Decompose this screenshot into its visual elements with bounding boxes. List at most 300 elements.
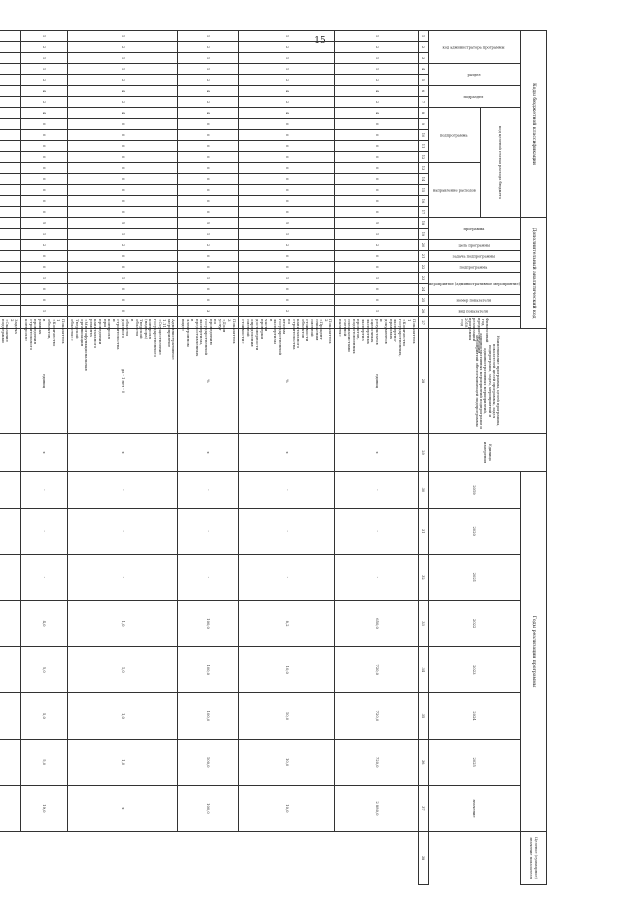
row-unit-cell: да - 1 нет - 0 <box>67 329 178 434</box>
table-row <box>238 31 335 885</box>
value-cell: - <box>335 472 418 508</box>
value-cell <box>0 785 21 831</box>
code-cell: 1 <box>67 64 178 75</box>
code-cell: 3 <box>178 306 238 317</box>
code-cell <box>0 251 21 262</box>
value-cell: 5,0 <box>21 739 67 785</box>
program-name-header: Наименование программы, целей программы, показателей целей программы, задач подпрограмм, задач, мероприятий и административных мероприятий, административных мероприятий подпрограмм и мероприятий обеспечивающей подпрограммы <box>428 329 546 434</box>
code-cell <box>0 306 21 317</box>
expense-code-header: код целевой статьи расхода бюджета <box>480 108 520 218</box>
code-cell: 0 <box>178 251 238 262</box>
code-cell: 1 <box>178 64 238 75</box>
code-cell: 4 <box>178 86 238 97</box>
admin-code-header: код администратора программы <box>428 31 520 64</box>
code-cell: 0 <box>178 207 238 218</box>
code-cell: 0 <box>335 119 418 130</box>
code-cell: 1 <box>335 306 418 317</box>
code-cell: 0 <box>178 163 238 174</box>
code-cell: 0 <box>178 141 238 152</box>
column-number-cell: 3 <box>418 53 428 64</box>
column-number-cell: 10 <box>418 130 428 141</box>
code-cell: 0 <box>335 295 418 306</box>
code-cell <box>0 152 21 163</box>
code-cell: 0 <box>21 152 67 163</box>
column-number-cell: 6 <box>418 86 428 97</box>
direction-spending-header: направление расходов <box>428 163 480 218</box>
value-cell <box>0 647 21 693</box>
code-cell: 0 <box>67 251 178 262</box>
code-cell <box>0 53 21 64</box>
unit-header: Единица измерения <box>428 433 546 472</box>
code-cell: 0 <box>67 262 178 273</box>
value-cell: 100,0 <box>178 693 238 739</box>
value-cell: - <box>238 554 335 600</box>
column-number-cell: 15 <box>418 185 428 196</box>
code-cell: 0 <box>67 152 178 163</box>
column-number-cell: 12 <box>418 152 428 163</box>
table-row <box>21 31 67 885</box>
code-cell: 2 <box>335 75 418 86</box>
code-cell: 0 <box>21 262 67 273</box>
code-cell: 1 <box>238 64 335 75</box>
code-cell: 0 <box>335 152 418 163</box>
subsection-header: подраздел <box>428 86 520 108</box>
code-cell <box>0 141 21 152</box>
column-number-cell: 16 <box>418 196 428 207</box>
code-cell: 1 <box>21 229 67 240</box>
value-cell: 1,0 <box>67 600 178 646</box>
code-cell: 0 <box>238 207 335 218</box>
code-cell: 4 <box>238 86 335 97</box>
row-unit-cell: единиц <box>335 329 418 434</box>
code-cell: 2 <box>335 240 418 251</box>
code-cell: 0 <box>67 141 178 152</box>
code-cell: 0 <box>238 262 335 273</box>
financial-year-header: Финансовый год, предшествующий реализации программы 2018 год <box>428 317 520 329</box>
column-number-cell: 26 <box>418 306 428 317</box>
row-unit-cell <box>0 329 21 434</box>
code-cell <box>0 119 21 130</box>
code-cell <box>0 295 21 306</box>
code-cell: 0 <box>238 196 335 207</box>
codes-group-header: Коды бюджетной классификации <box>521 31 547 218</box>
code-cell: 1 <box>335 53 418 64</box>
code-cell: 0 <box>178 130 238 141</box>
column-number-cell: 8 <box>418 108 428 119</box>
value-cell <box>0 693 21 739</box>
code-cell: 0 <box>335 207 418 218</box>
value-cell: - <box>67 554 178 600</box>
value-cell: - <box>67 472 178 508</box>
code-cell: 0 <box>178 174 238 185</box>
value-cell: - <box>178 508 238 554</box>
code-cell: 0 <box>67 207 178 218</box>
code-cell: 2 <box>238 306 335 317</box>
code-cell: 4 <box>21 108 67 119</box>
value-cell: 720,0 <box>335 739 418 785</box>
value-cell <box>0 739 21 785</box>
row-name-cell: Показатель 1 «Количество объектов, в рамках проведения строительного контроля» <box>21 317 67 329</box>
value-cell: 100,0 <box>178 739 238 785</box>
code-cell: 2 <box>21 240 67 251</box>
column-number-cell: 28 <box>418 329 428 434</box>
column-number-cell: 20 <box>418 240 428 251</box>
row-unit-cell: единиц <box>21 329 67 434</box>
value-cell: 8,2 <box>238 600 335 646</box>
indicator-number-header: номер показателя <box>428 295 520 306</box>
code-cell: 2 <box>21 42 67 53</box>
subprogram-code-header: подпрограмма <box>428 108 480 163</box>
code-cell: 0 <box>238 130 335 141</box>
code-cell: 1 <box>335 64 418 75</box>
code-cell: 0 <box>238 152 335 163</box>
code-cell <box>0 97 21 108</box>
value-cell: 100,0 <box>178 647 238 693</box>
section-header: раздел <box>428 64 520 86</box>
column-number-cell: 14 <box>418 174 428 185</box>
code-cell: 2 <box>21 75 67 86</box>
code-cell: 0 <box>238 251 335 262</box>
value-cell: 10,0 <box>238 739 335 785</box>
value-cell: 10,0 <box>238 647 335 693</box>
code-cell: 2 <box>238 240 335 251</box>
code-cell: 0 <box>21 119 67 130</box>
code-cell: 0 <box>21 295 67 306</box>
target-value-header: Целевое (суммарное) значение показателя <box>521 832 547 885</box>
code-cell: 0 <box>335 262 418 273</box>
value-cell: 5,0 <box>21 647 67 693</box>
code-cell <box>0 196 21 207</box>
code-cell: 2 <box>178 42 238 53</box>
value-cell: 2 880,0 <box>335 785 418 831</box>
goal-header: цель программы <box>428 240 520 251</box>
event-header: мероприятие (административное мероприятие) <box>428 273 520 295</box>
subprogram-header: подпрограмма <box>428 262 520 273</box>
code-cell <box>0 75 21 86</box>
code-cell: 2 <box>21 97 67 108</box>
value-cell: 650,0 <box>335 600 418 646</box>
code-cell: 0 <box>238 185 335 196</box>
column-number-cell: 36 <box>418 739 428 785</box>
column-number-cell: 32 <box>418 554 428 600</box>
code-cell: 4 <box>335 108 418 119</box>
code-cell: 4 <box>67 108 178 119</box>
value-cell: 100,0 <box>178 600 238 646</box>
code-cell: 1 <box>238 273 335 284</box>
value-cell: - <box>335 554 418 600</box>
code-cell: 5 <box>21 218 67 229</box>
code-cell: 0 <box>335 196 418 207</box>
code-cell: 0 <box>21 141 67 152</box>
value-cell <box>0 554 21 600</box>
code-cell: 4 <box>238 108 335 119</box>
value-cell: 720,0 <box>335 647 418 693</box>
value-cell <box>0 508 21 554</box>
row-name-cell: Показатель 3 «Доля услуг по проведению государственной экспертизы, предоставленных в электронном виде» <box>178 317 238 329</box>
code-cell <box>0 207 21 218</box>
code-cell: 0 <box>178 196 238 207</box>
code-cell: 0 <box>335 251 418 262</box>
years-group-header: Годы реализации программы <box>521 472 547 832</box>
code-cell: 0 <box>21 251 67 262</box>
code-cell: 0 <box>178 262 238 273</box>
code-cell: 0 <box>178 185 238 196</box>
value-cell: - <box>67 508 178 554</box>
code-cell: 1 <box>67 53 178 64</box>
code-cell <box>0 240 21 251</box>
code-cell: 1 <box>178 229 238 240</box>
code-cell: 2 <box>178 240 238 251</box>
code-cell <box>0 185 21 196</box>
column-number-cell: 38 <box>418 832 428 885</box>
column-number-cell: 23 <box>418 273 428 284</box>
code-cell: 4 <box>178 108 238 119</box>
code-cell: 0 <box>238 174 335 185</box>
column-number-cell: 18 <box>418 218 428 229</box>
column-number-cell: 33 <box>418 600 428 646</box>
code-cell: 2 <box>335 97 418 108</box>
header-row-1 <box>521 31 547 885</box>
column-number-cell: 19 <box>418 229 428 240</box>
column-number-cell: 2 <box>418 42 428 53</box>
column-number-cell: 9 <box>418 119 428 130</box>
code-cell: 2 <box>67 240 178 251</box>
rotated-table-container <box>0 30 547 885</box>
code-cell: 0 <box>335 284 418 295</box>
value-cell: - <box>335 508 418 554</box>
additional-codes-header: Дополнительный аналитический код <box>521 218 547 329</box>
code-cell <box>0 229 21 240</box>
value-cell: - <box>21 472 67 508</box>
indicator-type-header: вид показателя <box>428 306 520 317</box>
column-number-cell: 29 <box>418 433 428 472</box>
column-number-cell: 24 <box>418 284 428 295</box>
table-row <box>67 31 178 885</box>
code-cell: 1 <box>335 273 418 284</box>
code-cell: 0 <box>335 174 418 185</box>
value-cell: 10,0 <box>238 693 335 739</box>
code-cell: 1 <box>21 306 67 317</box>
code-cell: 1 <box>238 229 335 240</box>
code-cell <box>0 262 21 273</box>
value-cell: х <box>67 785 178 831</box>
code-cell: 0 <box>335 163 418 174</box>
row-name-cell: Показатель 1 «Количество государственных, экспертно-правовых документов и результатов оценочных экспертных экспертиз проектов, подготовленных специалистами счетной палаты» <box>335 317 418 329</box>
code-cell: 1 <box>21 64 67 75</box>
code-cell: 0 <box>21 174 67 185</box>
code-cell <box>0 174 21 185</box>
row-unit-cell: % <box>238 329 335 434</box>
column-number-cell: 22 <box>418 262 428 273</box>
code-cell: 1 <box>238 53 335 64</box>
code-cell: 2 <box>178 75 238 86</box>
code-cell: 1 <box>178 53 238 64</box>
year-2022-header: 2022 <box>428 600 520 646</box>
code-cell <box>0 273 21 284</box>
code-cell: 0 <box>238 119 335 130</box>
code-cell: 0 <box>21 130 67 141</box>
code-cell: 2 <box>67 42 178 53</box>
code-cell: 0 <box>21 284 67 295</box>
column-number-cell: 27 <box>418 317 428 329</box>
code-cell: 1 <box>67 273 178 284</box>
column-number-cell: 35 <box>418 693 428 739</box>
value-cell <box>0 472 21 508</box>
value-cell: 720,0 <box>335 693 418 739</box>
code-cell: 0 <box>21 185 67 196</box>
table-row <box>335 31 418 885</box>
code-cell: 1 <box>335 229 418 240</box>
program-table <box>0 30 547 885</box>
code-cell: 1 <box>21 53 67 64</box>
code-cell: 0 <box>335 130 418 141</box>
code-cell: 5 <box>238 218 335 229</box>
code-cell: 2 <box>335 42 418 53</box>
column-number-cell: 1 <box>418 31 428 42</box>
code-cell: 0 <box>67 295 178 306</box>
code-cell: 0 <box>21 163 67 174</box>
value-cell <box>0 600 21 646</box>
value-cell: х <box>67 433 178 472</box>
code-cell: 4 <box>335 86 418 97</box>
value-cell: 1,0 <box>67 693 178 739</box>
program-header: программа <box>428 218 520 240</box>
value-cell: х <box>178 433 238 472</box>
code-cell: 0 <box>178 295 238 306</box>
value-cell: - <box>238 472 335 508</box>
page-number: 15 <box>314 36 326 46</box>
value-cell: - <box>238 508 335 554</box>
code-cell: 2 <box>238 75 335 86</box>
code-cell: 5 <box>178 218 238 229</box>
row-name-cell: Задача 2 «Оказание поддержки <box>0 317 21 329</box>
code-cell: 0 <box>335 141 418 152</box>
year-2024-header: 2024 <box>428 693 520 739</box>
year-2023-header: 2023 <box>428 647 520 693</box>
value-cell: 4,0 <box>21 600 67 646</box>
year-2025-header: 2025 <box>428 739 520 785</box>
value-cell: 1,0 <box>67 739 178 785</box>
code-cell: 0 <box>238 141 335 152</box>
code-cell: 1 <box>178 31 238 42</box>
code-cell: 0 <box>238 295 335 306</box>
year-2019-header: 2019 <box>428 472 520 508</box>
value-cell: 19,0 <box>21 785 67 831</box>
column-number-cell: 37 <box>418 785 428 831</box>
code-cell: 0 <box>238 284 335 295</box>
table-row <box>178 31 238 885</box>
code-cell <box>0 64 21 75</box>
year-2020-header: 2020 <box>428 508 520 554</box>
program-table-body <box>0 31 418 885</box>
code-cell: 0 <box>67 130 178 141</box>
column-number-cell: 34 <box>418 647 428 693</box>
code-cell: 4 <box>21 86 67 97</box>
task-header: задача подпрограммы <box>428 251 520 262</box>
value-cell: 100,0 <box>178 785 238 831</box>
row-name-cell: Административное мероприятие 1.11 «Осуществление государственного контроля (надзора) Тверской области в области долевого строительства и контроля при проведении капитального ремонта «Многофункциональная организация Тверской области»» <box>67 317 178 329</box>
code-cell: 0 <box>67 306 178 317</box>
code-cell <box>0 284 21 295</box>
code-cell: 5 <box>67 218 178 229</box>
code-cell: 2 <box>67 75 178 86</box>
column-number-cell: 5 <box>418 75 428 86</box>
column-number-cell: 4 <box>418 64 428 75</box>
code-cell <box>0 163 21 174</box>
code-cell: 1 <box>238 31 335 42</box>
code-cell <box>0 130 21 141</box>
value-cell: х <box>238 433 335 472</box>
code-cell: 1 <box>335 31 418 42</box>
value-cell: - <box>178 554 238 600</box>
code-cell: 2 <box>238 97 335 108</box>
table-row <box>0 31 21 885</box>
code-cell: 1 <box>67 31 178 42</box>
code-cell: 0 <box>21 196 67 207</box>
value-cell: - <box>21 554 67 600</box>
column-number-cell: 30 <box>418 472 428 508</box>
row-name-cell: Показатель 2 «Процент снижения сметной стоимости объектов капитального строительства по итогам государственной экспертизы в части проверки достоверности определения сметной стоимости» <box>238 317 335 329</box>
column-number-cell: 7 <box>418 97 428 108</box>
code-cell: 0 <box>238 163 335 174</box>
year-2021-header: 2021 <box>428 554 520 600</box>
code-cell: 0 <box>178 119 238 130</box>
value-cell: 10,0 <box>238 785 335 831</box>
code-cell: 0 <box>67 196 178 207</box>
code-cell: 5 <box>335 218 418 229</box>
column-number-cell: 31 <box>418 508 428 554</box>
code-cell: 0 <box>67 163 178 174</box>
column-numbers-row <box>418 31 428 885</box>
column-number-cell: 25 <box>418 295 428 306</box>
code-cell: 0 <box>335 185 418 196</box>
column-number-cell: 11 <box>418 141 428 152</box>
code-cell: 1 <box>67 229 178 240</box>
code-cell: 0 <box>67 284 178 295</box>
code-cell <box>0 86 21 97</box>
code-cell: 0 <box>67 174 178 185</box>
code-cell: 0 <box>67 119 178 130</box>
code-cell <box>0 31 21 42</box>
column-number-cell: 21 <box>418 251 428 262</box>
code-cell <box>0 108 21 119</box>
row-unit-cell: % <box>178 329 238 434</box>
code-cell: 0 <box>21 207 67 218</box>
value-cell: - <box>21 508 67 554</box>
value-cell: 5,0 <box>21 693 67 739</box>
code-cell <box>0 218 21 229</box>
value-cell: - <box>178 472 238 508</box>
code-cell: 2 <box>238 42 335 53</box>
value-cell: 1,0 <box>67 647 178 693</box>
value-cell <box>0 433 21 472</box>
code-cell: 2 <box>178 97 238 108</box>
code-cell: 1 <box>21 273 67 284</box>
value-cell: х <box>335 433 418 472</box>
code-cell <box>0 42 21 53</box>
value-cell: х <box>21 433 67 472</box>
code-cell: 1 <box>21 31 67 42</box>
code-cell: 1 <box>178 273 238 284</box>
code-cell: 2 <box>67 97 178 108</box>
code-cell: 0 <box>178 284 238 295</box>
column-number-cell: 17 <box>418 207 428 218</box>
code-cell: 4 <box>67 86 178 97</box>
code-cell: 0 <box>178 152 238 163</box>
value-header: значение <box>428 785 520 831</box>
code-cell: 0 <box>67 185 178 196</box>
column-number-cell: 13 <box>418 163 428 174</box>
